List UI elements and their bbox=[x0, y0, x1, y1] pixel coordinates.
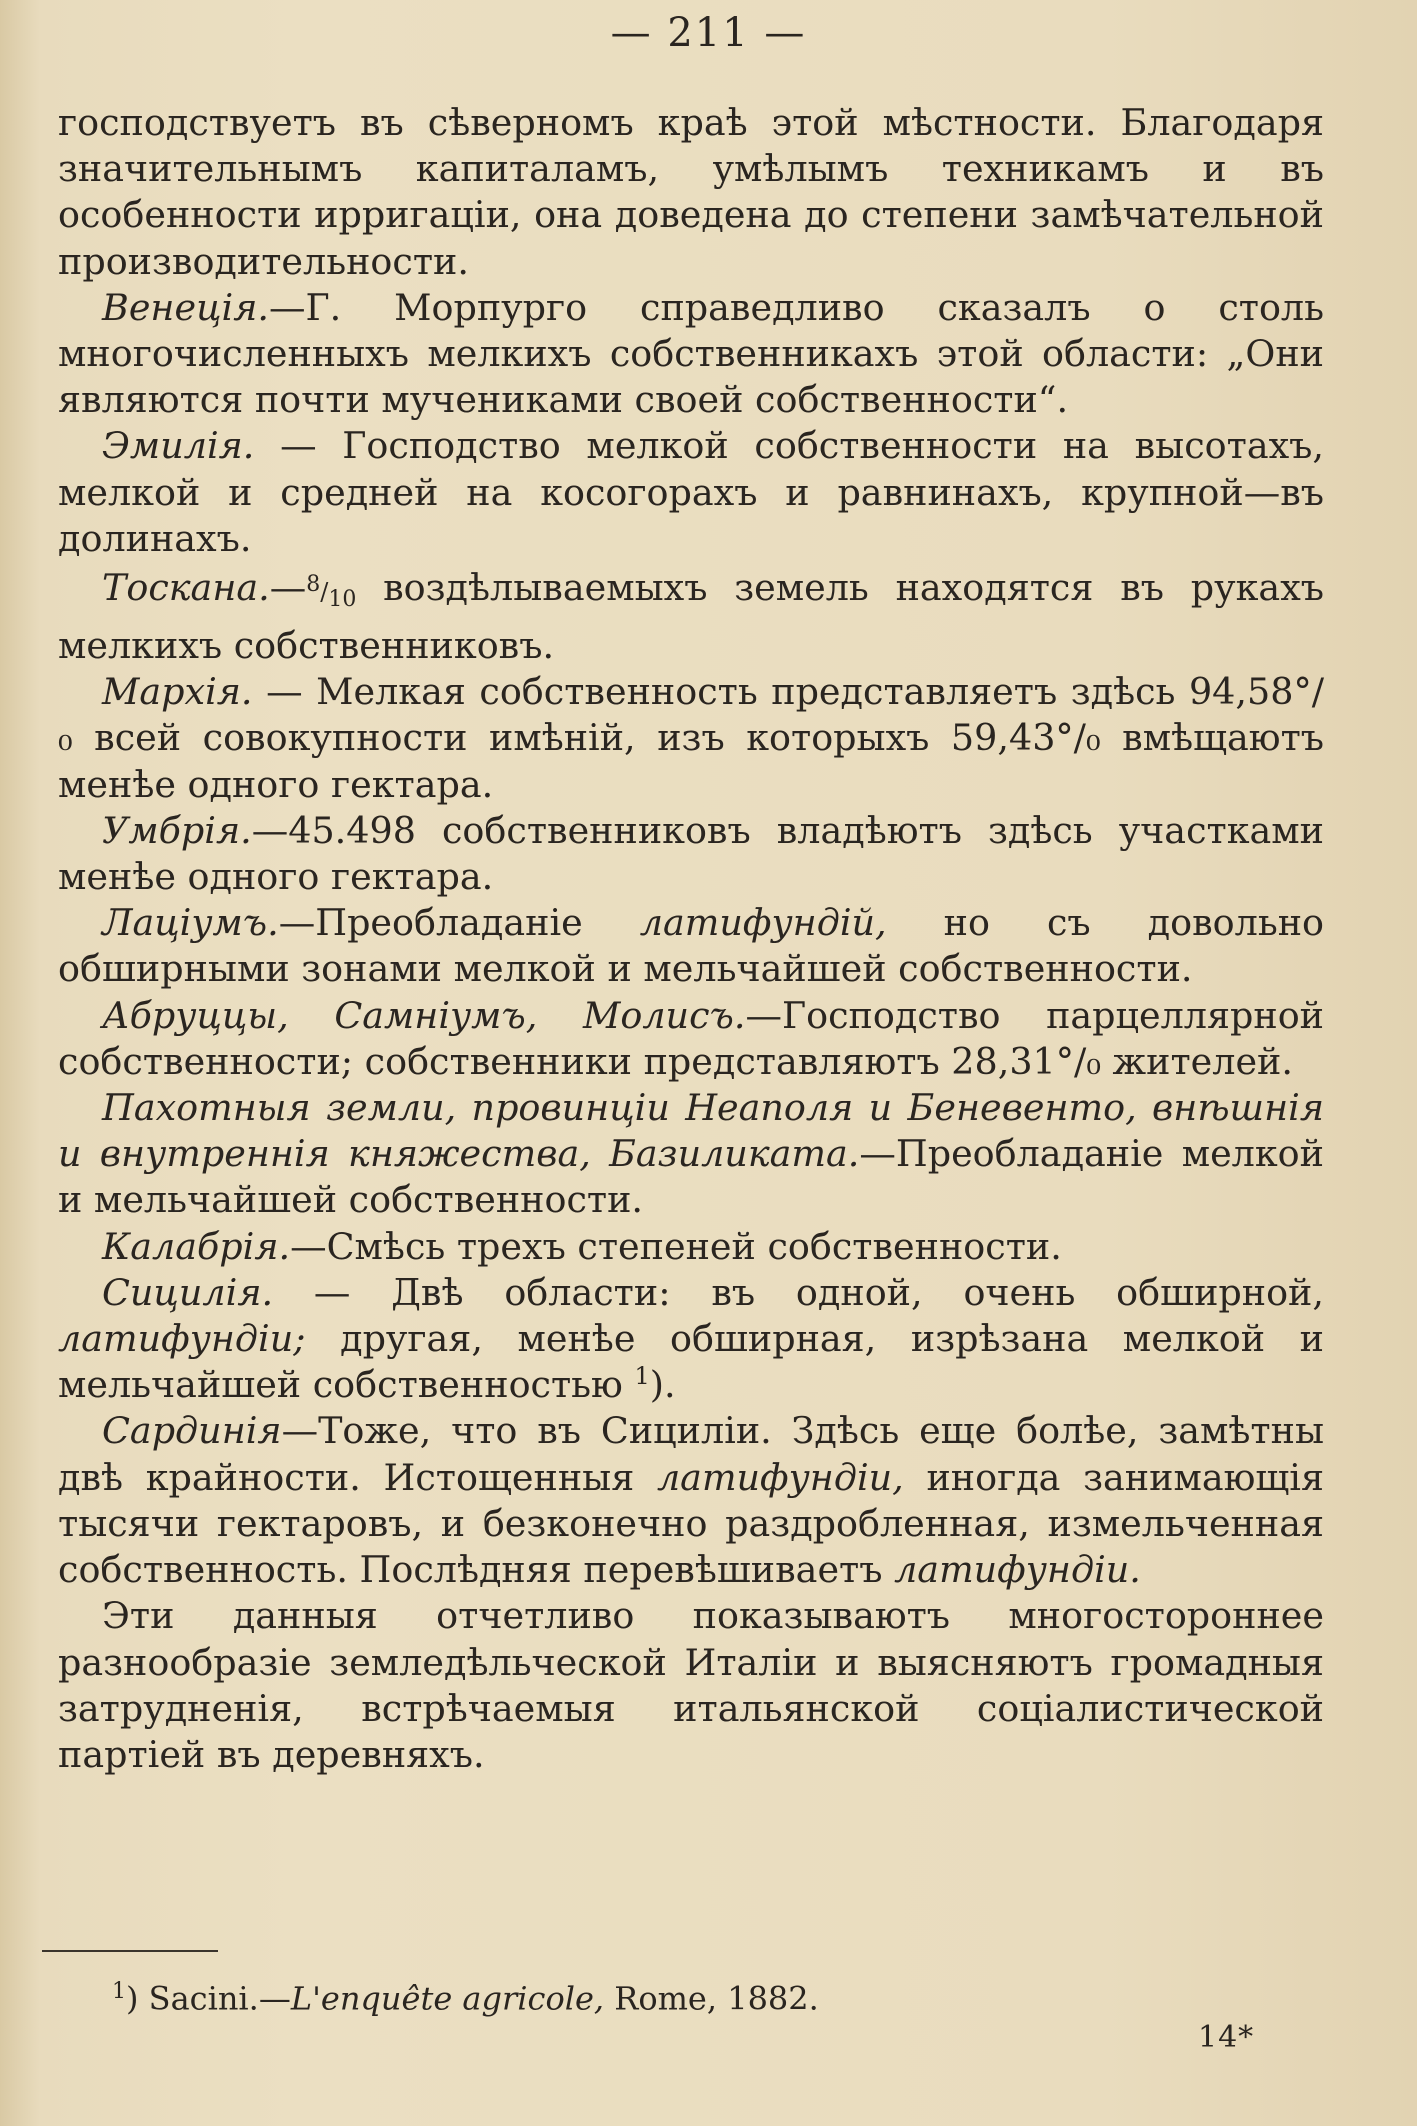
fraction: $^8/_{10}$ bbox=[306, 572, 357, 612]
region-heading: Калабрія. bbox=[102, 1224, 291, 1268]
paragraph-venice: Венеція.—Г. Морпурго справедливо сказалъ о столь многочисленныхъ мелкихъ собственникахъ этой области: „Они являются почти мучениками своей собственности“. bbox=[58, 285, 1324, 422]
paragraph-abruzzi: Абруццы, Самніумъ, Молисъ.—Господство парцеллярной собственности; собственники представляютъ 28,31°/₀ жителей. bbox=[58, 993, 1324, 1083]
latifundia-term: латифундіи. bbox=[894, 1548, 1141, 1592]
paragraph-conclusion: Эти данныя отчетливо показываютъ многостороннее разнообразіе земледѣльческой Италіи и выясняютъ громадныя затрудненія, встрѣчаемыя итальянской соціалистической партіей въ деревняхъ. bbox=[58, 1594, 1324, 1776]
region-heading: Тоскана. bbox=[102, 566, 270, 610]
footnote-reference[interactable]: 1 bbox=[634, 1362, 650, 1391]
footnote-title: L'enquête agricole, bbox=[290, 1979, 605, 2018]
latifundia-term: латифундіи; bbox=[58, 1317, 306, 1361]
region-heading: Абруццы, Самніумъ, Молисъ. bbox=[102, 993, 746, 1037]
paragraph-latium: Лаціумъ.—Преобладаніе латифундій, но съ довольно обширными зонами мелкой и мельчайшей собственности. bbox=[58, 901, 1324, 991]
region-heading: Эмилія. bbox=[102, 424, 255, 468]
footnote-divider bbox=[42, 1950, 218, 1952]
region-heading: Умбрія. bbox=[102, 808, 252, 852]
signature-mark: 14* bbox=[1198, 2020, 1255, 2055]
region-heading: Пахотныя земли, провинціи Неаполя и Беневенто, внѣшнія и внутреннія княжества, Базиликата. bbox=[58, 1086, 1324, 1176]
page-number: — 211 — bbox=[610, 10, 807, 56]
region-heading: Венеція. bbox=[102, 285, 269, 329]
region-heading: Лаціумъ. bbox=[102, 901, 279, 945]
footnote-marker: 1 bbox=[112, 1979, 126, 2004]
latifundia-term: латифундіи, bbox=[656, 1455, 904, 1499]
paragraph-intro: господствуетъ въ сѣверномъ краѣ этой мѣстности. Благодаря значительнымъ капиталамъ, умѣлымъ техникамъ и въ особенности ирригаціи, она доведена до степени замѣчательной производительности. bbox=[58, 101, 1324, 283]
paragraph-tuscany: $Тоскана.—^8/_{10}$ воздѣлываемыхъ земель находятся въ рукахъ мелкихъ собственниковъ. bbox=[58, 566, 1324, 668]
paragraph-sicily: Сицилія. — Двѣ области: въ одной, очень обширной, латифундіи; другая, менѣе обширная, изрѣзана мелкой и мельчайшей собственностью $^1$). bbox=[58, 1270, 1324, 1407]
latifundia-term: латифундій, bbox=[639, 901, 887, 945]
paragraph-calabria: Калабрія.—Смѣсь трехъ степеней собственности. bbox=[102, 1224, 1062, 1268]
body-text bbox=[58, 100, 1324, 1778]
paragraph-naples: Пахотныя земли, провинціи Неаполя и Беневенто, внѣшнія и внутреннія княжества, Базиликата.—Преобладаніе мелкой и мельчайшей собственности. bbox=[58, 1086, 1324, 1222]
region-heading: Сардинія bbox=[102, 1409, 282, 1453]
paragraph-marche: Мархія. — Мелкая собственность представляетъ здѣсь 94,58°/₀ всей совокупности имѣній, изъ которыхъ 59,43°/₀ вмѣщаютъ менѣе одного гектара. bbox=[58, 670, 1324, 806]
region-heading: Сицилія. bbox=[102, 1270, 274, 1314]
region-heading: Мархія. bbox=[102, 670, 253, 714]
paragraph-emilia: Эмилія. — Господство мелкой собственности на высотахъ, мелкой и средней на косогорахъ и равнинахъ, крупной—въ долинахъ. bbox=[58, 424, 1324, 560]
paragraph-umbria: Умбрія.—45.498 собственниковъ владѣютъ здѣсь участками менѣе одного гектара. bbox=[58, 808, 1324, 899]
paragraph-sardinia: Сардинія—Тоже, что въ Сициліи. Здѣсь еще болѣе, замѣтны двѣ крайности. Истощенныя латифундіи, иногда занимающія тысячи гектаровъ, и безконечно раздробленная, измельченная собственность. Послѣдняя перевѣшиваетъ латифундіи. bbox=[58, 1409, 1325, 1592]
footnote: $^1$) Sacini.—L'enquête agricole, Rome, 1882. bbox=[112, 1979, 819, 2018]
